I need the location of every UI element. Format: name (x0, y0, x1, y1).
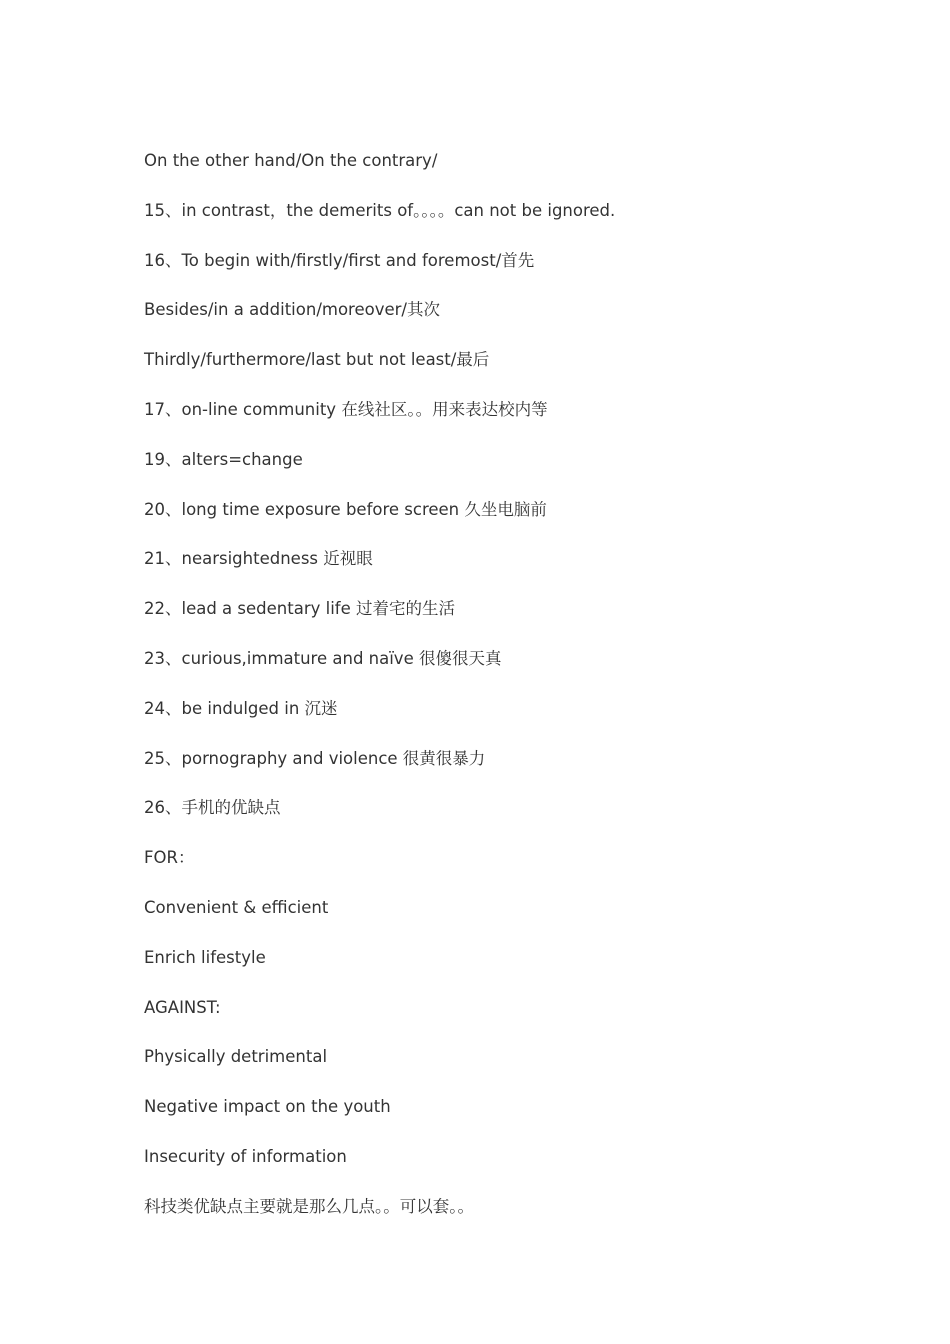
text-line-summary: 科技类优缺点主要就是那么几点。。可以套。。 (144, 1196, 474, 1216)
text-line-convenient: Convenient & efficient (144, 897, 329, 917)
text-line-contrary: On the other hand/On the contrary/ (144, 151, 438, 170)
text-line-20: 20、long time exposure before screen 久坐电脑前 (144, 499, 547, 519)
text-line-16: 16、To begin with/firstly/first and foremost/首先 (144, 250, 535, 270)
text-line-17: 17、on-line community 在线社区。。用来表达校内等 (144, 399, 548, 419)
text-line-insecurity: Insecurity of information (144, 1146, 347, 1166)
document-body (144, 149, 904, 1245)
text-line-25: 25、pornography and violence 很黄很暴力 (144, 748, 486, 768)
text-line-15: 15、in contrast，the demerits of。。。。can not be ignored. (144, 200, 616, 220)
text-line-negative: Negative impact on the youth (144, 1097, 391, 1117)
text-line-against-heading: AGAINST: (144, 997, 221, 1017)
text-line-besides: Besides/in a addition/moreover/其次 (144, 300, 440, 320)
text-line-19: 19、alters=change (144, 449, 303, 469)
text-line-26: 26、手机的优缺点 (144, 798, 281, 818)
text-line-enrich: Enrich lifestyle (144, 947, 266, 967)
text-line-21: 21、nearsightedness 近视眼 (144, 549, 373, 569)
text-line-23: 23、curious,immature and naïve 很傻很天真 (144, 648, 502, 668)
text-line-24: 24、be indulged in 沉迷 (144, 698, 338, 718)
text-line-physically: Physically detrimental (144, 1047, 328, 1067)
text-line-thirdly: Thirdly/furthermore/last but not least/最后 (144, 350, 490, 370)
text-line-for-heading: FOR： (144, 848, 195, 868)
text-line-22: 22、lead a sedentary life 过着宅的生活 (144, 599, 455, 619)
